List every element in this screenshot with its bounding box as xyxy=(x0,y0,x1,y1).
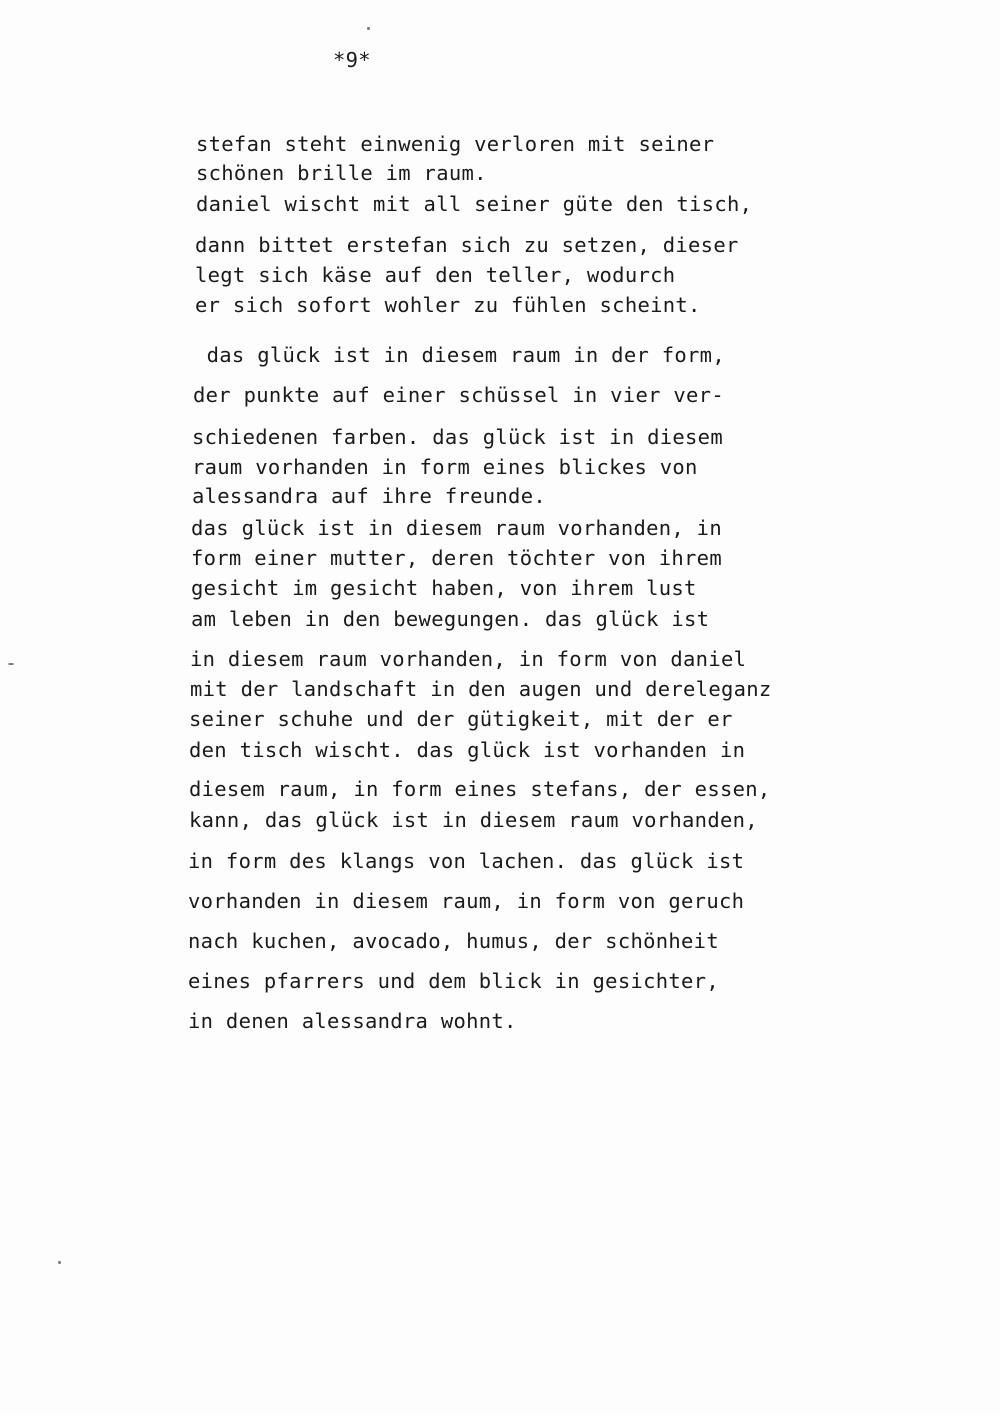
text-line: dann bittet erstefan sich zu setzen, dieser xyxy=(195,233,739,257)
text-line: alessandra auf ihre freunde. xyxy=(192,484,546,508)
text-line: legt sich käse auf den teller, wodurch xyxy=(195,263,676,287)
text-line: der punkte auf einer schüssel in vier ver- xyxy=(193,383,724,407)
text-line: eines pfarrers und dem blick in gesichter, xyxy=(188,969,719,993)
text-line: schönen brille im raum. xyxy=(196,161,487,185)
paper-speck xyxy=(8,663,14,665)
page-number: *9* xyxy=(333,48,371,72)
text-line: am leben in den bewegungen. das glück ist xyxy=(191,607,710,631)
text-line: gesicht im gesicht haben, von ihrem lust xyxy=(191,576,697,600)
text-line: seiner schuhe und der gütigkeit, mit der er xyxy=(189,707,733,731)
text-line: das glück ist in diesem raum vorhanden, in xyxy=(191,516,722,540)
text-line: den tisch wischt. das glück ist vorhanden in xyxy=(189,738,746,762)
text-line: vorhanden in diesem raum, in form von geruch xyxy=(188,889,745,913)
text-line: in form des klangs von lachen. das glück ist xyxy=(188,849,745,873)
text-line: daniel wischt mit all seiner güte den tisch, xyxy=(196,192,753,216)
text-line: schiedenen farben. das glück ist in diesem xyxy=(192,425,723,449)
text-line: nach kuchen, avocado, humus, der schönheit xyxy=(188,929,719,953)
text-line: das glück ist in diesem raum in der form, xyxy=(194,343,725,367)
text-line: raum vorhanden in form eines blickes von xyxy=(192,455,698,479)
text-line: in diesem raum vorhanden, in form von daniel xyxy=(190,647,747,671)
text-line: in denen alessandra wohnt. xyxy=(188,1009,517,1033)
paper-speck xyxy=(58,1261,61,1264)
text-line: mit der landschaft in den augen und dereleganz xyxy=(190,677,772,701)
paper-speck xyxy=(367,27,370,30)
text-line: diesem raum, in form eines stefans, der essen, xyxy=(189,777,771,801)
text-line: kann, das glück ist in diesem raum vorhanden, xyxy=(189,808,758,832)
text-line: er sich sofort wohler zu fühlen scheint. xyxy=(195,293,701,317)
text-line: stefan steht einwenig verloren mit seiner xyxy=(196,132,715,156)
text-line: form einer mutter, deren töchter von ihrem xyxy=(191,546,722,570)
